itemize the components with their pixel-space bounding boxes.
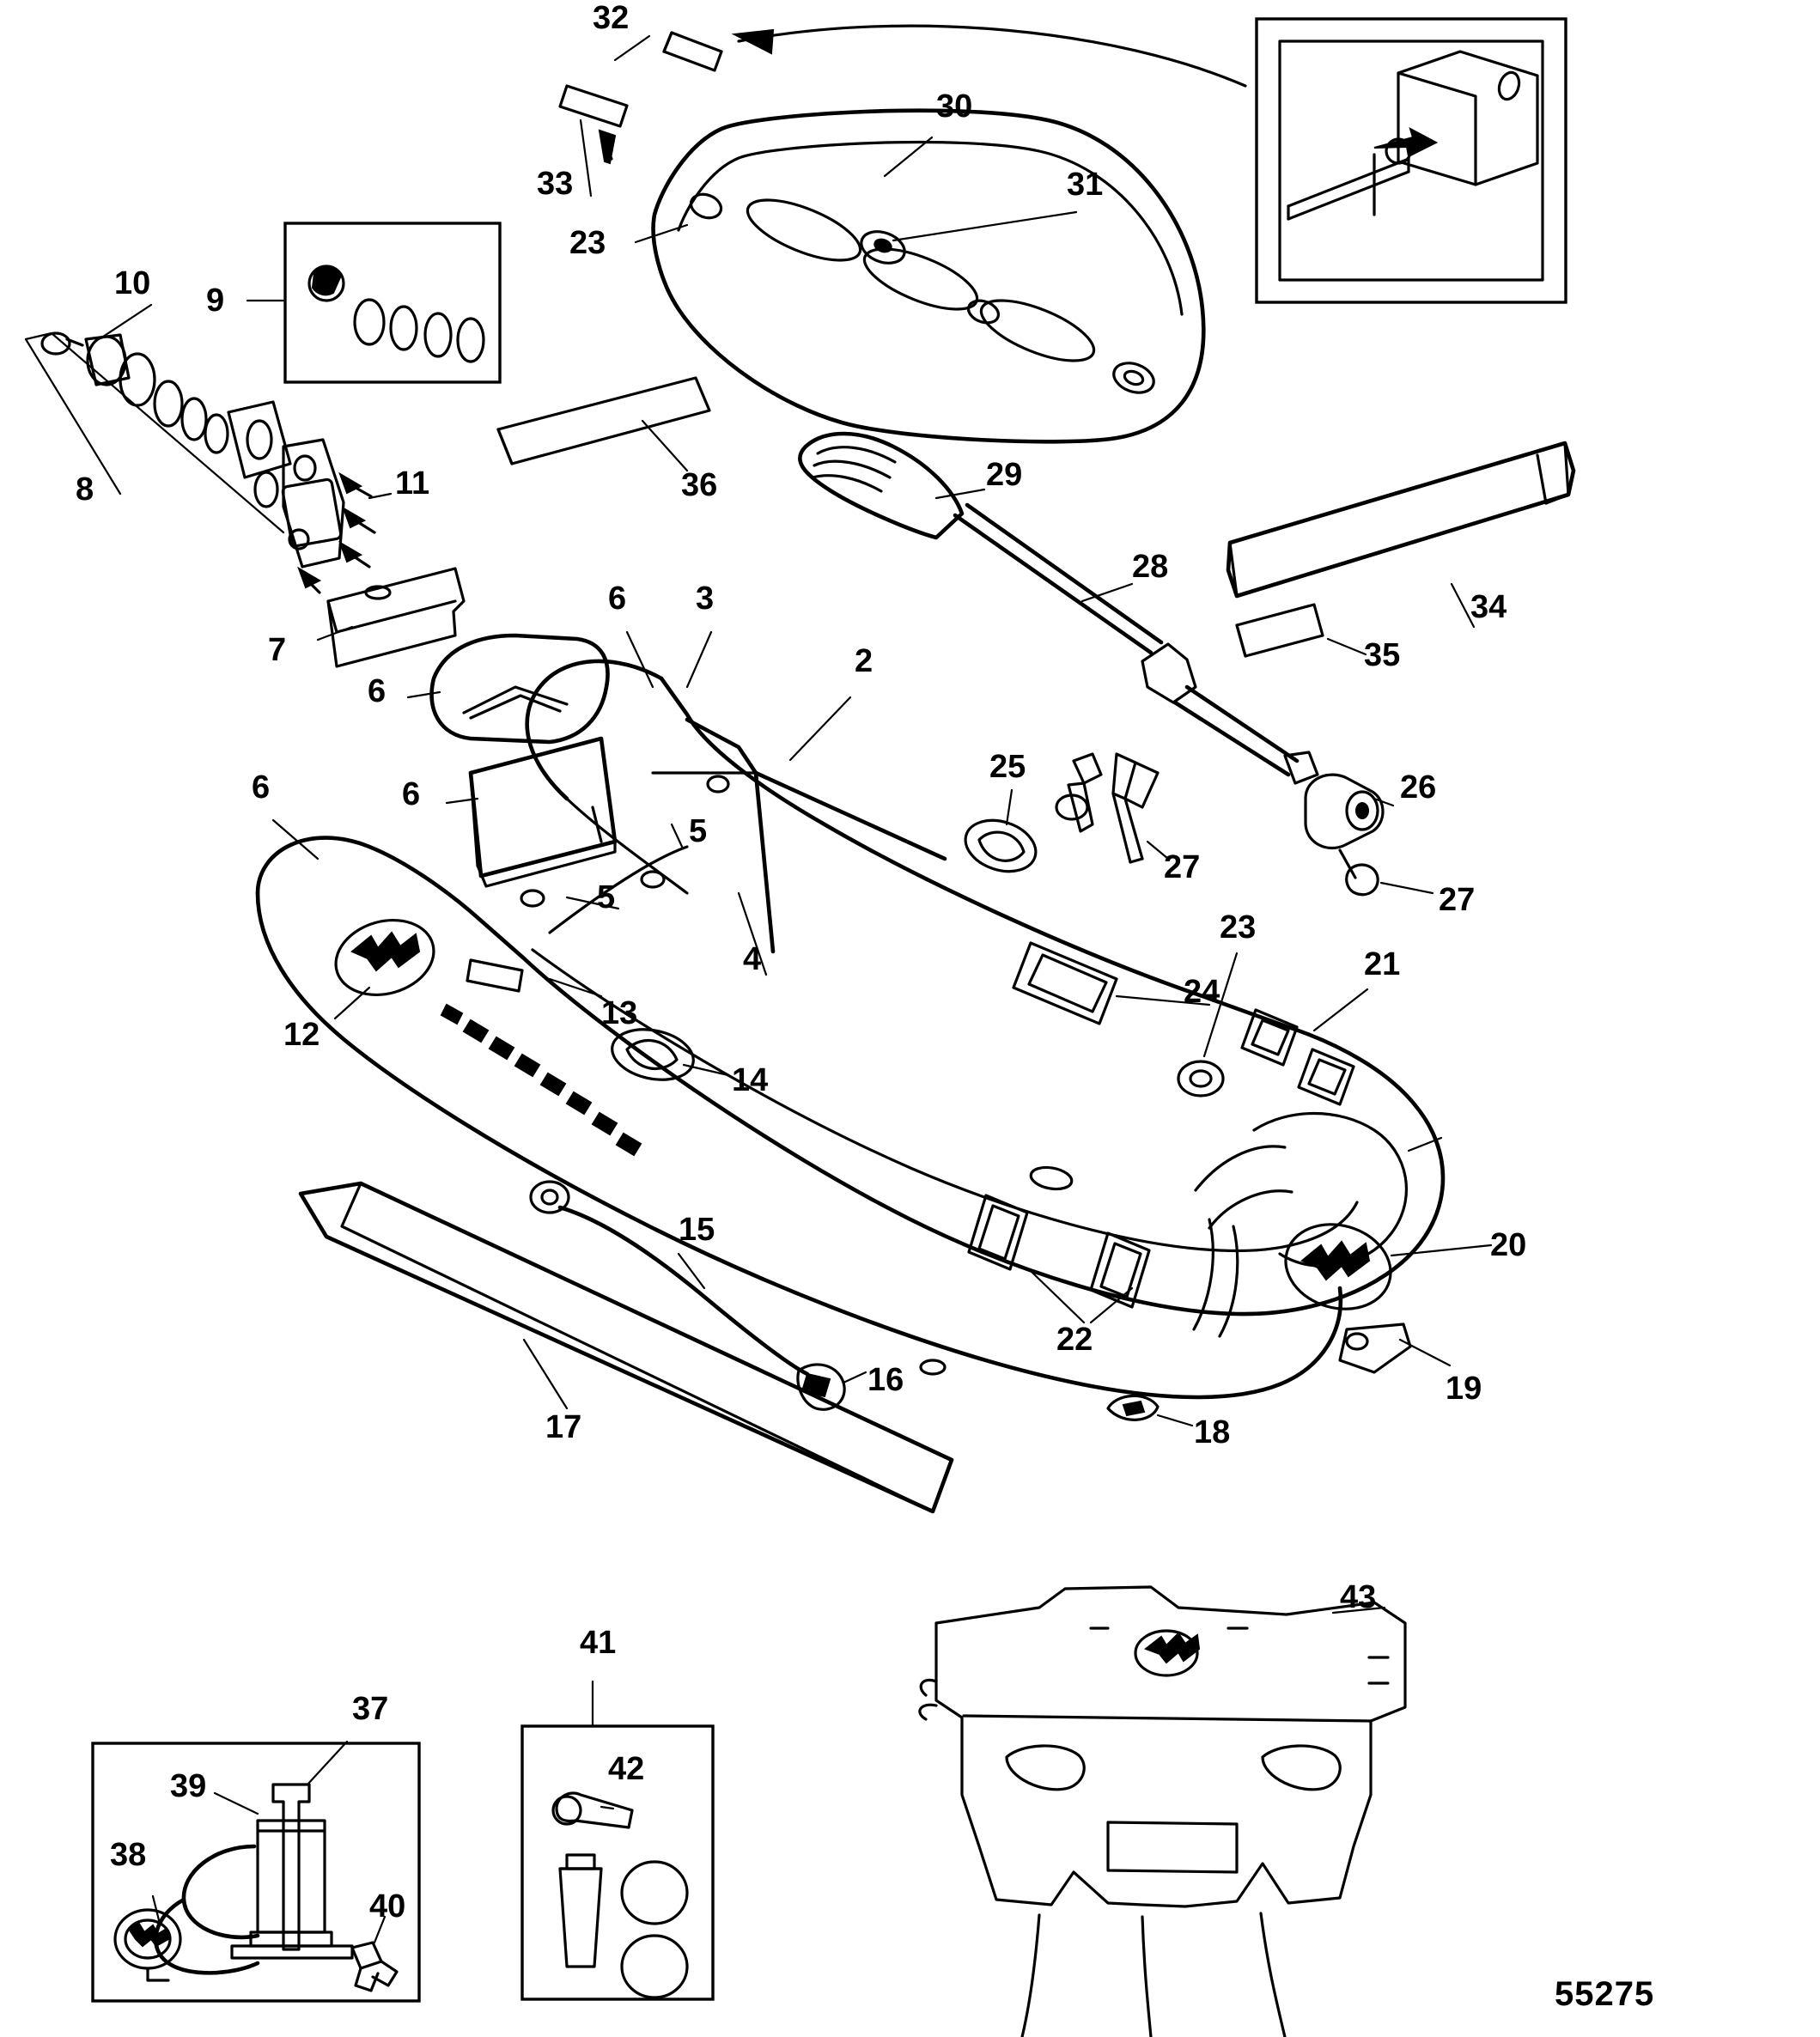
- pin-37: [664, 33, 721, 70]
- callout-38: 33: [537, 166, 574, 202]
- callout-19: 17: [545, 1409, 582, 1445]
- callout-3: 3: [696, 581, 715, 617]
- bow-eye-21: [1340, 1324, 1410, 1372]
- callout-27-hull: 24: [1184, 974, 1220, 1010]
- callout-44: 42: [608, 1751, 645, 1787]
- part-9: [328, 569, 464, 666]
- callout-17: 15: [679, 1212, 715, 1248]
- part-number-label: 55275: [1555, 1975, 1655, 2013]
- callout-41: 39: [170, 1768, 207, 1804]
- callout-2: 2: [855, 643, 873, 679]
- emblem-14: [327, 909, 443, 1006]
- callout-22: 20: [1490, 1227, 1527, 1263]
- callout-4: 4: [743, 941, 762, 977]
- floor-panel-35: [654, 111, 1204, 442]
- callout-7: 6: [402, 776, 421, 812]
- callout-40: 38: [110, 1837, 147, 1873]
- fitting-20: [1108, 1395, 1158, 1420]
- callout-36: 31: [1067, 167, 1104, 203]
- callout-13: 11: [395, 465, 430, 502]
- valve-28: [959, 812, 1042, 879]
- callout-6-left: 6: [252, 769, 271, 806]
- hardware-29: [1056, 754, 1158, 862]
- valve-16: [607, 1023, 698, 1087]
- callout-20: 18: [1194, 1414, 1231, 1450]
- part-8: [432, 635, 608, 742]
- callout-5-a: 5: [689, 813, 708, 849]
- handle-23-a: [1242, 1010, 1297, 1065]
- inflatable-hull-1: [258, 661, 1443, 1420]
- callout-16: 14: [732, 1062, 769, 1098]
- callout-35: 30: [936, 88, 973, 125]
- callout-11: 9: [206, 283, 225, 319]
- callout-37: 32: [593, 0, 630, 36]
- ring-24: [1178, 1061, 1223, 1096]
- callout-33: 35: [1364, 637, 1401, 673]
- detail-inset-box: [1257, 19, 1566, 302]
- callout-43: 41: [580, 1625, 617, 1661]
- callout-18: 16: [867, 1362, 904, 1398]
- callout-14: 12: [283, 1017, 320, 1053]
- callout-32: 34: [1470, 589, 1507, 625]
- callout-29: 27: [1164, 849, 1201, 885]
- callout-25: 26: [1400, 769, 1437, 806]
- callout-10: 8: [76, 471, 94, 508]
- valve-assembly-10: [26, 333, 374, 593]
- handle-15: [467, 960, 522, 991]
- callout-24: 23: [1220, 909, 1257, 946]
- callout-12: 10: [114, 265, 151, 301]
- callout-30: 28: [1132, 549, 1169, 585]
- callout-5-b: 5: [597, 879, 616, 915]
- callout-45: 43: [1340, 1579, 1377, 1615]
- callout-9: 7: [268, 632, 287, 668]
- callout-28: 25: [989, 749, 1026, 785]
- callout-26: 27: [1439, 882, 1476, 918]
- callout-39: 37: [352, 1691, 389, 1727]
- oarlock-27: [1013, 943, 1117, 1024]
- fitting-25: [1306, 775, 1383, 895]
- part-34: [498, 378, 709, 464]
- part-32: [1228, 443, 1573, 596]
- callout-42: 40: [369, 1888, 406, 1925]
- callout-6-top: 6: [608, 581, 627, 617]
- callout-15: 13: [601, 995, 638, 1031]
- keel-19: [301, 1183, 952, 1511]
- emblem-22: [1275, 1213, 1401, 1321]
- callout-23-b: 22: [1056, 1322, 1093, 1358]
- callout-31: 29: [986, 457, 1023, 493]
- handle-23-b: [1299, 1049, 1354, 1104]
- oar-31: [800, 434, 1318, 783]
- part-33: [1237, 605, 1323, 656]
- callout-23-a: 21: [1364, 946, 1401, 982]
- pin-38: [560, 86, 627, 163]
- cover-45: [920, 1587, 1405, 2037]
- callout-34: 36: [681, 467, 718, 503]
- callout-27-top: 23: [569, 225, 606, 261]
- callout-8: 6: [368, 673, 387, 709]
- callout-21: 19: [1446, 1371, 1482, 1407]
- inset-11: [285, 223, 500, 382]
